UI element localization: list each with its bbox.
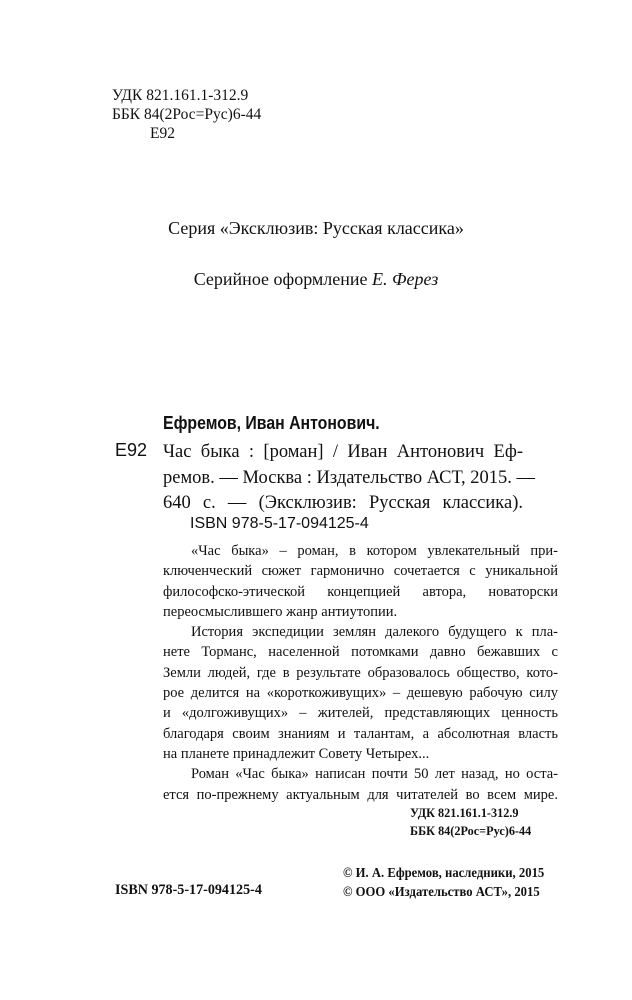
series-title: Серия «Эксклюзив: Русская классика» [168, 218, 464, 238]
classification-block-bottom [410, 804, 531, 840]
annotation-line: История экспедиции землян далекого будущего к пла- [191, 624, 558, 641]
annotation [163, 541, 558, 805]
annotation-line: и «долгоживущих» – жителей, представляющих ценность [163, 705, 558, 722]
copyright-author: © И. А. Ефремов, наследники, 2015 [343, 865, 545, 880]
designer-name: Е. Ферез [372, 269, 439, 289]
annotation-line: переосмыслившего жанр антиутопии. [163, 603, 398, 620]
annotation-line: благодаря своим знаниям и талантам, а абсолютная власть [163, 725, 558, 742]
classification-block-top [112, 86, 261, 143]
catalog-entry-line: Час быка : [роман] / Иван Антонович Еф- [163, 442, 523, 462]
author-heading: Ефремов, Иван Антонович. [163, 413, 380, 433]
copyright-block [343, 863, 544, 901]
catalog-entry-line: 640 с. — (Эксклюзив: Русская классика). [163, 493, 523, 513]
catalog-entry-line: ремов. — Москва : Издательство АСТ, 2015. — [163, 467, 535, 488]
design-credit-label: Серийное оформление [193, 269, 373, 289]
annotation-line: Земли людей, где в результате образовалось общество, кото- [163, 664, 558, 681]
catalog-isbn: ISBN 978-5-17-094125-4 [190, 515, 369, 532]
bbk-code-bottom: ББК 84(2Рос=Рус)6-44 [410, 823, 532, 838]
annotation-line: рое делится на «короткоживущих» – дешевую рабочую силу [163, 685, 558, 702]
annotation-line: нете Торманс, населенной потомками давно бежавших с [163, 644, 558, 661]
copyright-publisher: © ООО «Издательство АСТ», 2015 [343, 884, 540, 899]
isbn-bottom: ISBN 978-5-17-094125-4 [115, 882, 262, 898]
udk-code-bottom: УДК 821.161.1-312.9 [410, 805, 519, 820]
series-design-credit [0, 269, 632, 290]
catalog-entry [163, 440, 535, 517]
catalog-author-mark: Е92 [115, 440, 148, 460]
author-mark: Е92 [150, 125, 175, 142]
udk-code: УДК 821.161.1-312.9 [112, 87, 249, 104]
annotation-line: Роман «Час быка» написан почти 50 лет назад, но оста- [191, 766, 558, 783]
annotation-line: ется по-прежнему актуальным для читателей во всем мире. [163, 786, 558, 803]
annotation-line: философско-этической концепцией автора, новаторски [163, 583, 558, 600]
annotation-line: ключенческий сюжет гармонично сочетается с уникальной [163, 563, 558, 580]
bbk-code: ББК 84(2Рос=Рус)6-44 [112, 106, 262, 123]
annotation-line: на планете принадлежит Совету Четырех... [163, 745, 430, 762]
annotation-line: «Час быка» – роман, в котором увлекательный при- [191, 543, 558, 559]
